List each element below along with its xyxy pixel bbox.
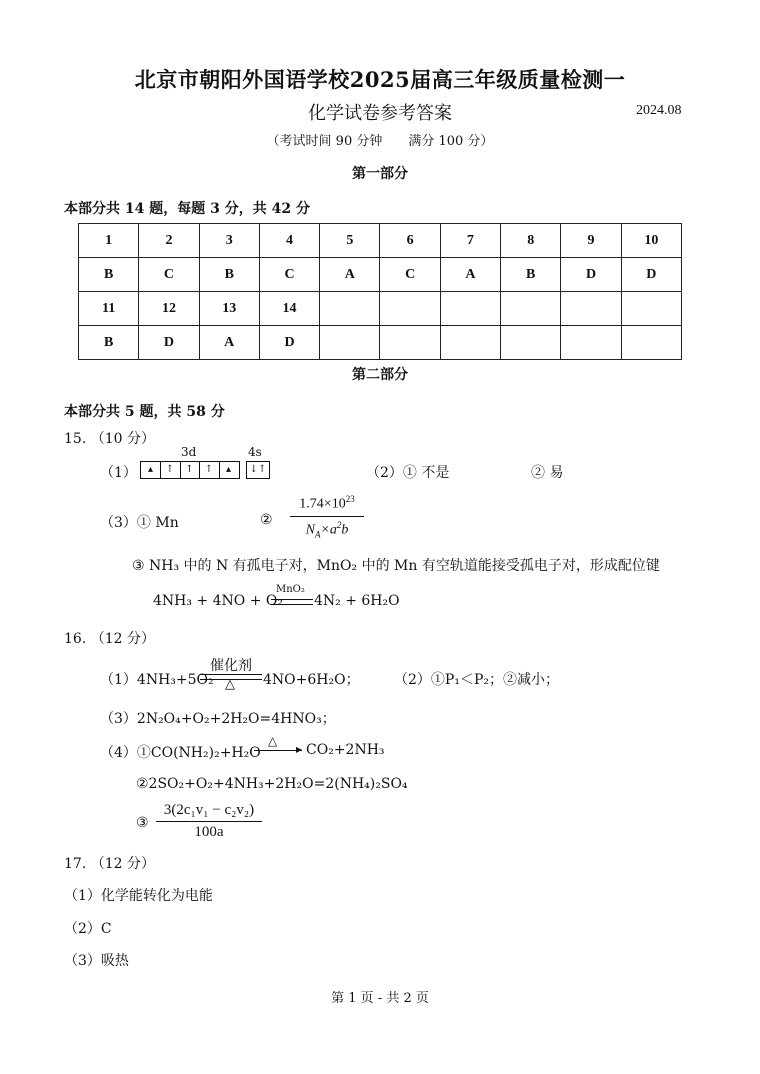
- part1-description: 本部分共 14 题，每题 3 分，共 42 分: [64, 201, 310, 217]
- q15-heading: 15. （10 分）: [64, 431, 155, 447]
- fraction-numerator: 3(2c₁v₁ − c₂v₂): [156, 802, 262, 822]
- fraction-numerator: [290, 494, 364, 517]
- table-cell: 7: [440, 224, 500, 258]
- fraction-denominator: 100a: [194, 824, 224, 840]
- table-cell: D: [259, 326, 319, 360]
- up-arrow-icon: ↑: [180, 462, 200, 478]
- table-row: [79, 224, 682, 258]
- fraction-denominator: [290, 517, 364, 539]
- fraction-numerator-text: 1.74×10: [299, 496, 346, 512]
- table-cell: 1: [79, 224, 139, 258]
- q16-part4-right: CO₂+2NH₃: [306, 742, 385, 758]
- table-cell: [320, 292, 380, 326]
- q16-part1-right: 4NO+6H₂O；: [263, 672, 360, 688]
- q17-heading: 17. （12 分）: [64, 856, 155, 872]
- exam-time-info: （考试时间 90 分钟 满分 100 分）: [266, 134, 494, 149]
- table-cell: C: [380, 258, 440, 292]
- document-subtitle: 化学试卷参考答案: [308, 103, 452, 124]
- half-arrow-icon: ▴: [225, 464, 232, 475]
- answer-table: [78, 223, 682, 360]
- den-n: N: [305, 522, 315, 538]
- q15-part3-3: ③ NH₃ 中的 N 有孤电子对，MnO₂ 中的 Mn 有空轨道能接受孤电子对，形成配位键: [132, 558, 660, 574]
- q17-part2: （2）C: [64, 921, 112, 937]
- q15-part2b: ② 易: [531, 465, 564, 481]
- den-sub: A: [314, 529, 321, 540]
- table-cell: 13: [199, 292, 259, 326]
- orbital-label-3d: 3d: [181, 445, 197, 459]
- table-cell: A: [320, 258, 380, 292]
- table-cell: 4: [259, 224, 319, 258]
- q15-equation-right: 4N₂ + 6H₂O: [314, 593, 400, 609]
- q15-part2: （2）① 不是: [366, 465, 450, 481]
- table-cell: 6: [380, 224, 440, 258]
- table-cell: 12: [139, 292, 199, 326]
- q15-part3-2: ②: [260, 512, 273, 528]
- equals-sign: [271, 599, 313, 605]
- table-cell: [320, 326, 380, 360]
- table-cell: 2: [139, 224, 199, 258]
- q16-part4-2: ②2SO₂+O₂+4NH₃+2H₂O=2(NH₄)₂SO₄: [136, 776, 408, 792]
- den-exp: 2: [336, 519, 342, 530]
- catalyst-label: 催化剂: [210, 658, 252, 674]
- document-date: 2024.08: [636, 103, 682, 118]
- heat-icon: △: [268, 734, 278, 748]
- heat-icon: △: [225, 677, 235, 692]
- part1-heading: 第一部分: [352, 166, 408, 182]
- q17-part3: （3）吸热: [64, 953, 129, 969]
- q16-part4-left: （4）①CO(NH₂)₂+H₂O: [100, 745, 261, 761]
- table-cell: [561, 326, 621, 360]
- page-footer: 第 1 页 - 共 2 页: [331, 991, 429, 1006]
- paired-arrows-icon: ↓↑: [249, 464, 267, 475]
- catalyst-label: MnO₂: [276, 584, 305, 595]
- table-cell: D: [561, 258, 621, 292]
- q15-part3: （3）① Mn: [100, 515, 179, 531]
- q16-part1-left: （1）4NH₃+5O₂: [100, 672, 214, 688]
- den-end: b: [341, 522, 349, 538]
- den-rest: ×a: [320, 522, 337, 538]
- table-cell: [501, 326, 561, 360]
- table-cell: [501, 292, 561, 326]
- q16-part3: （3）2N₂O₄+O₂+2H₂O=4HNO₃；: [100, 711, 336, 727]
- table-cell: 8: [501, 224, 561, 258]
- table-row: [79, 326, 682, 360]
- table-cell: C: [259, 258, 319, 292]
- table-cell: A: [440, 258, 500, 292]
- orbital-diagram-4s: [246, 461, 270, 479]
- table-row: [79, 292, 682, 326]
- reaction-arrow: [254, 750, 302, 751]
- table-cell: B: [79, 326, 139, 360]
- q15-part1-label: （1）: [100, 465, 137, 481]
- q16-heading: 16. （12 分）: [64, 631, 155, 647]
- half-arrow-icon: ▴: [141, 462, 161, 478]
- q17-part1: （1）化学能转化为电能: [64, 888, 213, 904]
- table-cell: B: [199, 258, 259, 292]
- table-cell: D: [621, 258, 681, 292]
- up-arrow-icon: ↑: [161, 462, 181, 478]
- table-cell: 14: [259, 292, 319, 326]
- document-title: 北京市朝阳外国语学校2025届高三年级质量检测一: [134, 67, 626, 92]
- table-row: [79, 258, 682, 292]
- q15-equation-left: 4NH₃ + 4NO + O₂: [153, 593, 283, 609]
- concentration-fraction: [156, 802, 262, 841]
- part2-heading: 第二部分: [352, 367, 408, 383]
- part2-description: 本部分共 5 题，共 58 分: [64, 404, 225, 420]
- table-cell: 9: [561, 224, 621, 258]
- table-cell: 5: [320, 224, 380, 258]
- q16-part2: （2）①P₁＜P₂；②减小；: [394, 672, 559, 688]
- table-cell: B: [79, 258, 139, 292]
- table-cell: [621, 326, 681, 360]
- table-cell: 10: [621, 224, 681, 258]
- table-cell: A: [199, 326, 259, 360]
- orbital-label-4s: 4s: [248, 445, 262, 459]
- table-cell: [380, 292, 440, 326]
- q16-part4-3: ③: [136, 815, 149, 831]
- table-cell: [621, 292, 681, 326]
- table-cell: C: [139, 258, 199, 292]
- table-cell: 3: [199, 224, 259, 258]
- exponent: 23: [345, 494, 355, 504]
- orbital-diagram-3d: [140, 461, 240, 479]
- table-cell: [440, 326, 500, 360]
- arrow-head-icon: ▶: [296, 745, 303, 754]
- up-arrow-icon: ↑: [200, 462, 220, 478]
- table-cell: D: [139, 326, 199, 360]
- density-fraction: [290, 494, 364, 539]
- table-cell: 11: [79, 292, 139, 326]
- table-cell: [561, 292, 621, 326]
- table-cell: [440, 292, 500, 326]
- table-cell: B: [501, 258, 561, 292]
- table-cell: [380, 326, 440, 360]
